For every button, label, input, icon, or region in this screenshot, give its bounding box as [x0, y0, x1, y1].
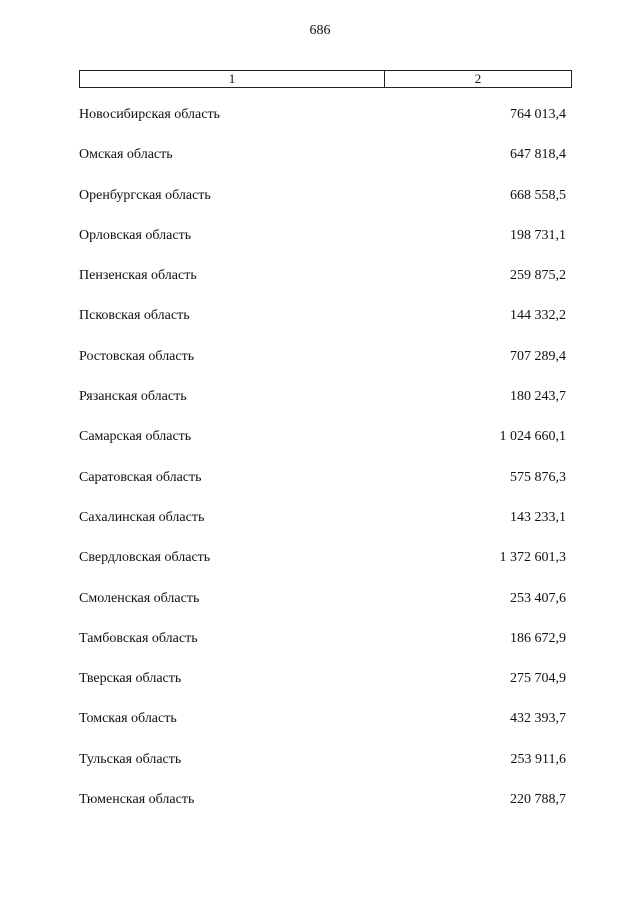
table-row: [79, 628, 566, 668]
table-row: [79, 789, 566, 829]
table-row: [79, 547, 566, 587]
table-row: [79, 265, 566, 305]
table-row: [79, 426, 566, 466]
table-row: [79, 225, 566, 265]
region-value: 186 672,9: [510, 630, 566, 646]
table-row: [79, 104, 566, 144]
region-value: 253 407,6: [510, 590, 566, 606]
table-row: [79, 507, 566, 547]
region-name: Смоленская область: [79, 590, 200, 606]
region-name: Омская область: [79, 147, 173, 163]
region-name: Тульская область: [79, 751, 182, 767]
region-name: Оренбургская область: [79, 187, 211, 203]
region-value: 143 233,1: [510, 509, 566, 525]
region-value: 144 332,2: [510, 308, 566, 324]
region-name: Тамбовская область: [79, 630, 198, 646]
page-number: 686: [309, 23, 331, 38]
region-name: Тверская область: [79, 671, 182, 687]
region-name: Псковская область: [79, 308, 190, 324]
table-row: [79, 346, 566, 386]
region-name: Самарская область: [79, 429, 192, 445]
region-value: 575 876,3: [510, 469, 566, 485]
table-row: [79, 467, 566, 507]
region-value: 668 558,5: [510, 187, 566, 203]
region-value: 275 704,9: [510, 671, 566, 687]
table-row: [79, 668, 566, 708]
region-name: Томская область: [79, 711, 177, 727]
region-value: 220 788,7: [510, 792, 566, 808]
table-row: [79, 305, 566, 345]
header-column-2: 2: [474, 71, 482, 86]
region-value: 1 024 660,1: [499, 429, 566, 445]
region-name: Тюменская область: [79, 792, 195, 808]
table-row: [79, 386, 566, 426]
region-value: 764 013,4: [510, 107, 566, 122]
region-name: Свердловская область: [79, 550, 211, 566]
region-name: Пензенская область: [79, 268, 197, 284]
table-body: [79, 104, 566, 829]
region-value: 707 289,4: [510, 348, 566, 364]
region-name: Сахалинская область: [79, 509, 205, 525]
region-value: 1 372 601,3: [499, 550, 566, 566]
table-row: [79, 185, 566, 225]
header-column-1: 1: [80, 71, 385, 87]
region-name: Новосибирская область: [79, 107, 220, 122]
region-name: Орловская область: [79, 227, 192, 243]
region-value: 432 393,7: [510, 711, 566, 727]
table-row: [79, 144, 566, 184]
region-value: 259 875,2: [510, 268, 566, 284]
region-name: Рязанская область: [79, 389, 187, 405]
region-value: 647 818,4: [510, 147, 566, 163]
table-row: [79, 708, 566, 748]
region-name: Саратовская область: [79, 469, 202, 485]
table-header: [79, 70, 572, 88]
region-value: 180 243,7: [510, 389, 566, 405]
region-name: Ростовская область: [79, 348, 195, 364]
table-row: [79, 749, 566, 789]
table-row: [79, 588, 566, 628]
region-value: 253 911,6: [510, 751, 566, 767]
region-value: 198 731,1: [510, 227, 566, 243]
